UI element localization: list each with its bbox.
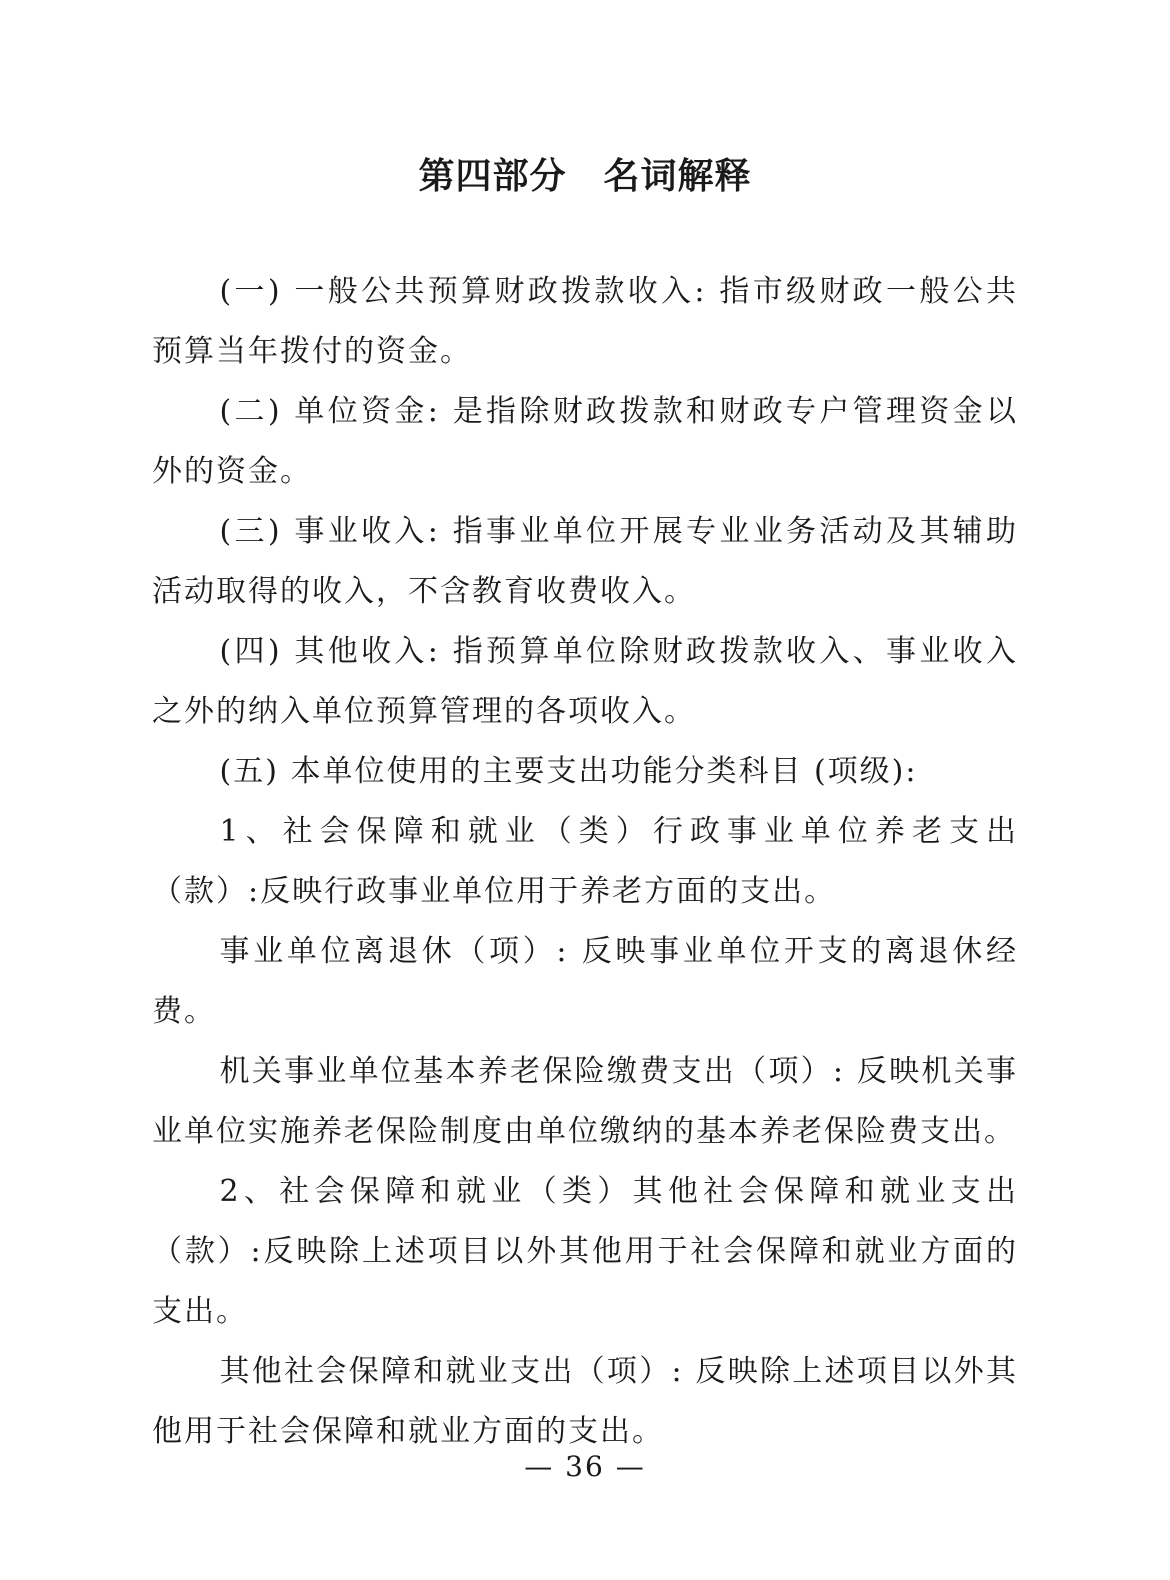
page-title: 第四部分 名词解释 — [418, 156, 752, 197]
paragraph-unit-funds: (二) 单位资金: 是指除财政拨款和财政专户管理资金以外的资金。 — [152, 394, 1018, 489]
paragraph-other-social-security: 2、社会保障和就业（类）其他社会保障和就业支出（款）:反映除上述项目以外其他用于社会保障和就业方面的支出。 — [152, 1174, 1018, 1329]
page-number: — 36 — — [524, 1450, 646, 1483]
body-text — [152, 262, 1018, 1462]
paragraph-retirement: 事业单位离退休（项）: 反映事业单位开支的离退休经费。 — [152, 934, 1018, 1029]
paragraph-other-income: (四) 其他收入: 指预算单位除财政拨款收入、事业收入之外的纳入单位预算管理的各项收入。 — [152, 634, 1018, 729]
paragraph-business-income: (三) 事业收入: 指事业单位开展专业业务活动及其辅助活动取得的收入，不含教育收费收入。 — [152, 514, 1018, 609]
paragraph-pension-insurance: 机关事业单位基本养老保险缴费支出（项）: 反映机关事业单位实施养老保险制度由单位缴纳的基本养老保险费支出。 — [152, 1054, 1018, 1149]
paragraph-pension-expenditure: 1、社会保障和就业（类）行政事业单位养老支出（款）:反映行政事业单位用于养老方面的支出。 — [152, 814, 1018, 909]
paragraph-expenditure-categories: (五) 本单位使用的主要支出功能分类科目 (项级): — [219, 754, 918, 789]
paragraph-general-budget-income: (一) 一般公共预算财政拨款收入: 指市级财政一般公共预算当年拨付的资金。 — [152, 274, 1018, 369]
paragraph-other-social-security-item: 其他社会保障和就业支出（项）: 反映除上述项目以外其他用于社会保障和就业方面的支出。 — [152, 1354, 1018, 1449]
